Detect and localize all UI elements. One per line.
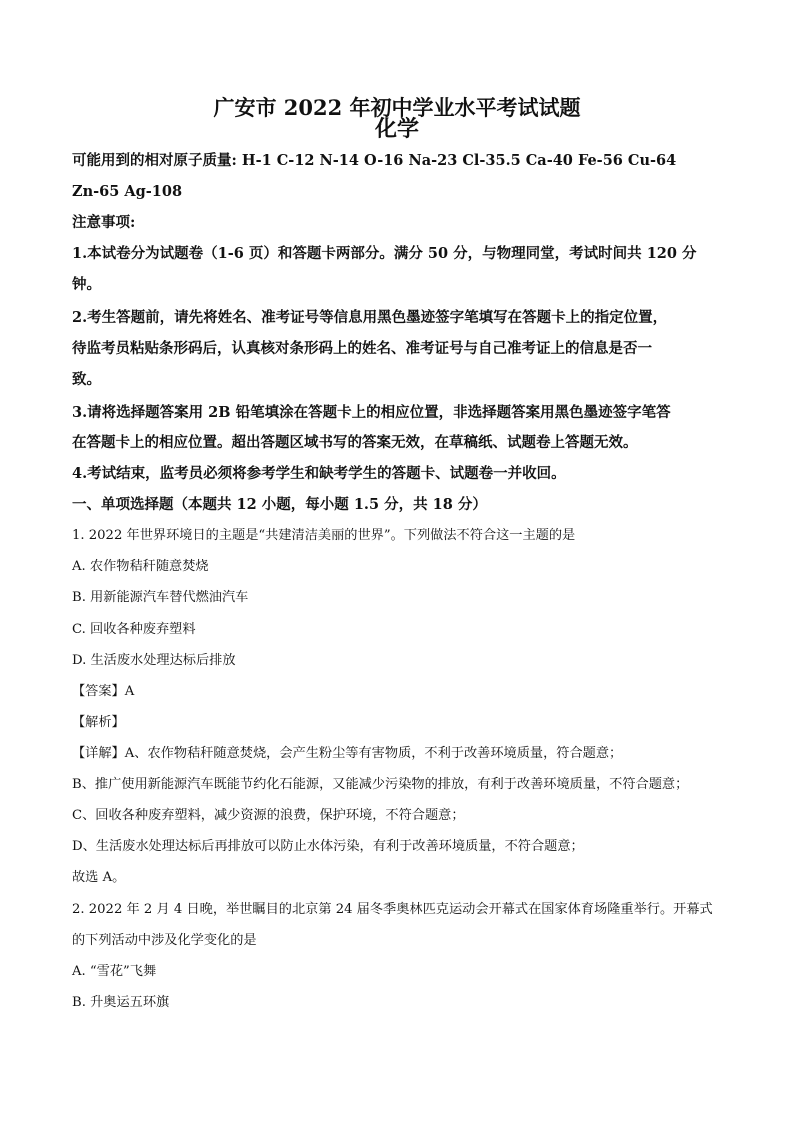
question-2-option-b: B. 升奥运五环旗 <box>72 995 170 1010</box>
question-1-option-d: D. 生活废水处理达标后排放 <box>72 653 236 668</box>
question-1-detail-line: C、回收各种废弃塑料，减少资源的浪费，保护环境，不符合题意； <box>72 808 465 823</box>
notice-line: 在答题卡上的相应位置。超出答题区域书写的答案无效，在草稿纸、试题卷上答题无效。 <box>72 434 638 451</box>
notice-line: 2.考生答题前，请先将姓名、准考证号等信息用黑色墨迹签字笔填写在答题卡上的指定位置， <box>72 309 668 326</box>
notice-line: 4.考试结束，监考员必须将参考学生和缺考学生的答题卡、试题卷一并收回。 <box>72 465 566 482</box>
exam-title: 广安市 2022 年初中学业水平考试试题 <box>213 95 581 120</box>
section-heading: 一、单项选择题（本题共 12 小题，每小题 1.5 分，共 18 分） <box>72 496 487 513</box>
notice-line: 待监考员粘贴条形码后，认真核对条形码上的姓名、准考证号与自己准考证上的信息是否一 <box>72 340 652 357</box>
question-1-option-a: A. 农作物秸秆随意焚烧 <box>72 559 209 574</box>
question-1-detail-line: 【详解】A、农作物秸秆随意焚烧，会产生粉尘等有害物质，不利于改善环境质量，符合题意； <box>72 746 623 761</box>
notice-line: 1.本试卷分为试题卷（1-6 页）和答题卡两部分。满分 50 分，与物理同堂，考试时间共 120 分 <box>72 245 697 262</box>
question-1-option-b: B. 用新能源汽车替代燃油汽车 <box>72 590 249 605</box>
subject-title: 化学 <box>374 116 419 142</box>
notice-line: 3.请将选择题答案用 2B 铅笔填涂在答题卡上的相应位置，非选择题答案用黑色墨迹签字笔答 <box>72 404 671 421</box>
question-2-stem-line-1: 2. 2022 年 2 月 4 日晚，举世瞩目的北京第 24 届冬季奥林匹克运动会开幕式在国家体育场隆重举行。开幕式 <box>72 902 713 917</box>
question-1-detail-line: D、生活废水处理达标后再排放可以防止水体污染，有利于改善环境质量，不符合题意； <box>72 839 584 854</box>
question-1-answer: 【答案】A <box>72 684 135 699</box>
question-1-detail-line: B、推广使用新能源汽车既能节约化石能源，又能减少污染物的排放，有利于改善环境质量，不符合题意； <box>72 777 689 792</box>
atomic-mass-line-1: 可能用到的相对原子质量: H-1 C-12 N-14 O-16 Na-23 Cl-35.5 Ca-40 Fe-56 Cu-64 <box>72 152 677 169</box>
notice-line: 致。 <box>72 371 101 388</box>
question-1-analysis-label: 【解析】 <box>72 715 125 730</box>
notice-heading: 注意事项: <box>72 214 136 231</box>
question-2-stem-line-2: 的下列活动中涉及化学变化的是 <box>72 933 257 948</box>
notice-line: 钟。 <box>72 276 101 293</box>
question-1-conclusion: 故选 A。 <box>72 870 126 885</box>
question-2-option-a: A. “雪花”飞舞 <box>72 964 157 979</box>
question-1-stem: 1. 2022 年世界环境日的主题是“共建清洁美丽的世界”。下列做法不符合这一主题的是 <box>72 528 576 543</box>
question-1-option-c: C. 回收各种废弃塑料 <box>72 622 196 637</box>
atomic-mass-line-2: Zn-65 Ag-108 <box>72 183 183 200</box>
